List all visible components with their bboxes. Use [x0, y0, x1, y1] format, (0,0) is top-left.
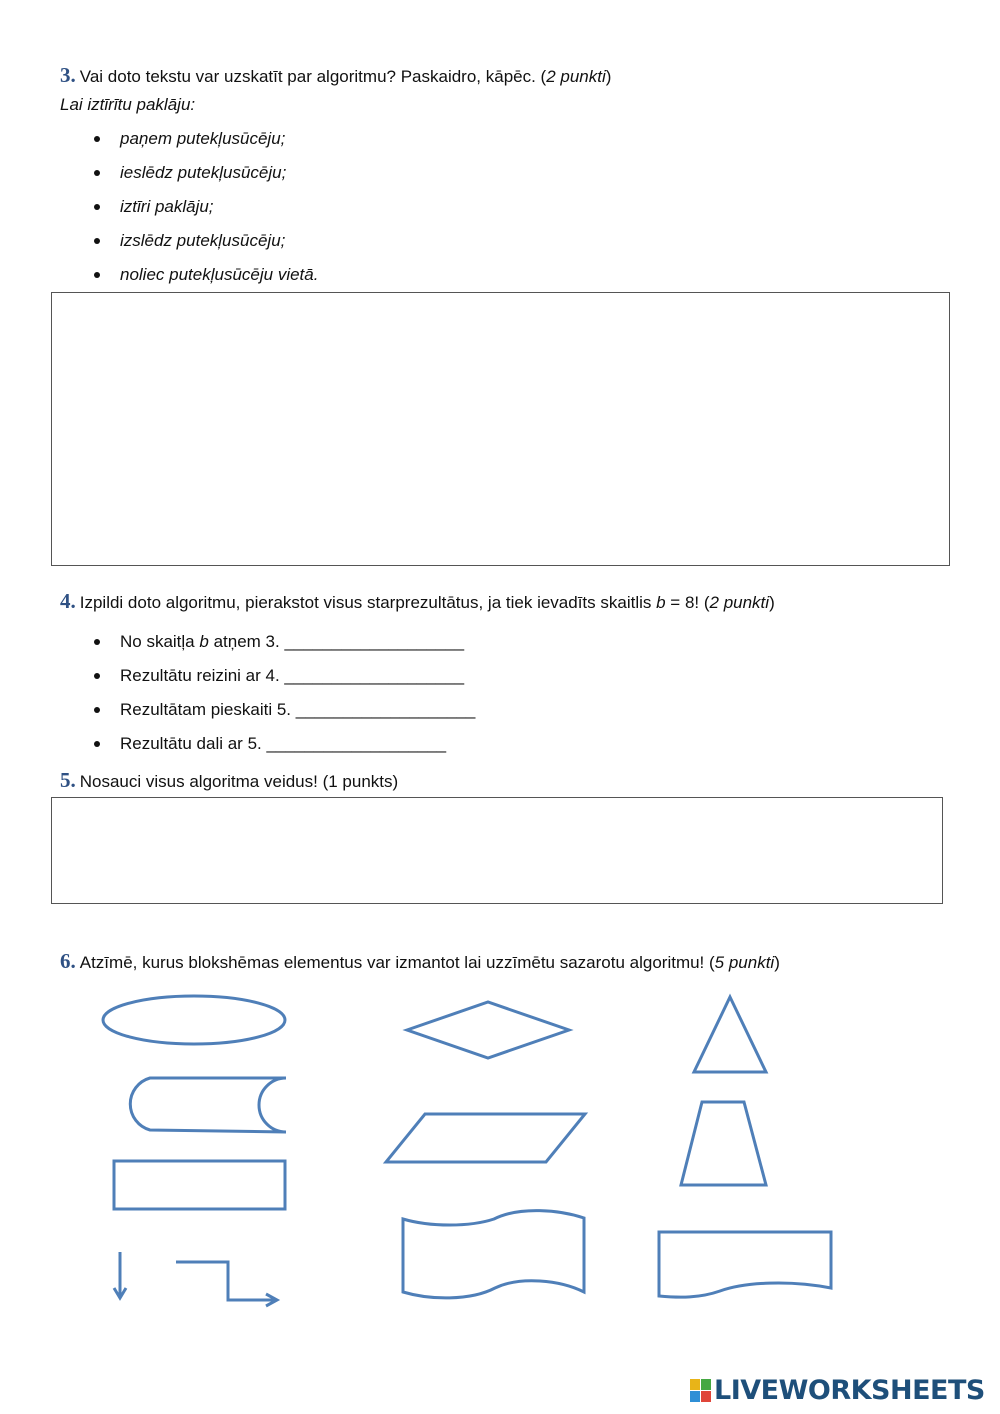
q4-text: Izpildi doto algoritmu, pierakstot visus starprezultātus, ja tiek ievadīts skaitlis	[79, 593, 657, 612]
list-item[interactable]: Rezultātam pieskaiti 5. ___________________	[120, 700, 476, 719]
triangle-shape[interactable]	[694, 997, 766, 1072]
q3-intro: Lai iztīrītu paklāju:	[60, 95, 196, 114]
q4-points: 2 punkti	[709, 593, 770, 612]
parallelogram-io-shape[interactable]	[386, 1114, 585, 1162]
q6-close: )	[774, 953, 780, 972]
q4-number: 4.	[60, 589, 76, 613]
list-item[interactable]: Rezultātu reizini ar 4. ___________________	[120, 665, 475, 687]
q6-points: 5 punkti	[714, 953, 775, 972]
q4-step1-var: b	[199, 632, 209, 651]
list-item: paņem putekļusūcēju;	[120, 128, 318, 150]
q6-text: Atzīmē, kurus blokshēmas elementus var izmantot lai uzzīmētu sazarotu algoritmu! (	[79, 953, 715, 972]
connector-arrow-shape[interactable]	[176, 1262, 277, 1306]
trapezoid-manual-shape[interactable]	[681, 1102, 766, 1185]
logo-text: LIVEWORKSHEETS	[714, 1374, 985, 1406]
liveworksheets-logo	[690, 1373, 985, 1407]
list-item[interactable]: Rezultātu dali ar 5. ___________________	[120, 733, 475, 755]
q3-text: Vai doto tekstu var uzskatīt par algoritmu? Paskaidro, kāpēc. (	[79, 67, 547, 86]
rectangle-process-shape[interactable]	[114, 1161, 285, 1209]
q4-var: b	[656, 593, 666, 612]
list-item: ieslēdz putekļusūcēju;	[120, 162, 318, 184]
q6-number: 6.	[60, 949, 76, 973]
punched-tape-shape[interactable]	[403, 1211, 584, 1298]
list-item: iztīri paklāju;	[120, 196, 318, 218]
q3-close: )	[605, 67, 612, 86]
q4-text2: = 8! (	[665, 593, 710, 612]
q5-number: 5.	[60, 768, 76, 792]
q5-text: Nosauci visus algoritma veidus! (1 punkts)	[79, 772, 399, 791]
list-item: noliec putekļusūcēju vietā.	[120, 265, 319, 284]
q4-step1-a: No skaitļa	[120, 632, 200, 651]
logo-mark-icon	[690, 1379, 711, 1402]
q3-number: 3.	[60, 63, 76, 87]
rounded-display-shape[interactable]	[130, 1078, 286, 1132]
q4-close: )	[769, 593, 775, 612]
arrow-down-shape[interactable]	[114, 1252, 126, 1298]
document-shape[interactable]	[659, 1232, 831, 1297]
q4-step1-b[interactable]: atņem 3. ___________________	[208, 632, 465, 651]
oval-terminator-shape[interactable]	[103, 996, 285, 1044]
list-item: izslēdz putekļusūcēju;	[120, 230, 318, 252]
q3-points: 2 punkti	[546, 67, 606, 86]
diamond-decision-shape[interactable]	[407, 1002, 569, 1058]
